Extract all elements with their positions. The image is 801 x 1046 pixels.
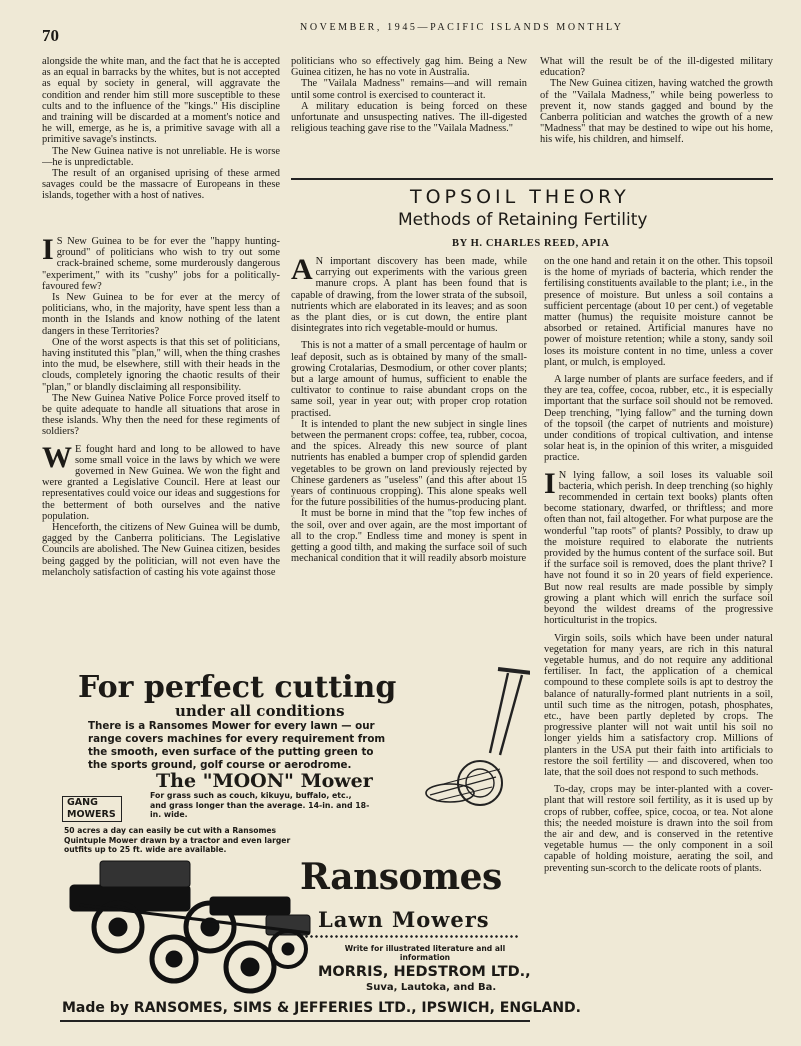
- gang-mower-icon: [70, 861, 310, 991]
- column-1-top: [42, 56, 280, 232]
- gang-mowers-box: [62, 796, 122, 822]
- ad-body-text: There is a Ransomes Mower for every lawn — our range covers machines for every requirement from the smooth, even surface of the putting green to the sports ground, golf course or aerodrome.: [88, 720, 386, 771]
- drop-cap: W: [42, 440, 72, 474]
- ad-dotted-rule: [304, 934, 520, 939]
- paragraph: The New Guinea native is not unreliable. He is worse—he is unpredictable.: [42, 145, 280, 168]
- ad-made-by: Made by RANSOMES, SIMS & JEFFERIES LTD., IPSWICH, ENGLAND.: [62, 1000, 581, 1016]
- paragraph: The New Guinea Native Police Force proved itself to be quite adequate to handle all situations that arose in these islands. Why then the need for these regiments of soldiers?: [42, 392, 280, 438]
- gang-label: GANG: [67, 797, 98, 808]
- mowers-label: MOWERS: [67, 809, 116, 820]
- column-3-lower: [544, 256, 773, 1016]
- title-rule: [291, 178, 773, 180]
- drop-cap: A: [291, 256, 313, 286]
- paragraph: Virgin soils, soils which have been under natural vegetation for many years, are rich in this natural vegetable humus, and do not require any additional fertiliser. In fact, the application of a chemical compound to these complete soils is apt to destroy the balance of naturally-formed plant nutrients in a soil, until such time as the nitrogen, potash, phosphates, etc., have been partly depleted by crops. The progressive planter will not wait until his soil no longer yields him a satisfactory crop. Millions of planters in the USA put their faith into artificials to restore the soil fertility — and discovered, when too late, that the soil does not respond to such methods.: [544, 632, 773, 778]
- ad-bottom-rule: [60, 1020, 530, 1022]
- paragraph: A large number of plants are surface feeders, and if they are tea, coffee, cocoa, rubber, etc., it is especially important that the surface soil should not be removed. Deep trenching, "lying fallow" and the turning down of the topsoil (the carpet of nutrients and moisture) under conditions of tropical cultivation, and intense solar heat is, in the opinion of this writer, a misguided practice.: [544, 374, 773, 464]
- paragraph: One of the worst aspects is that this set of politicians, having instituted this "plan," will, when the thing crashes into the mud, be elsewhere, still with their heads in the clouds, completely ignoring the chaotic results of their "plan," or blandly disclaiming all responsibility.: [42, 336, 280, 393]
- paragraph: alongside the white man, and the fact that he is accepted as an equal in barracks by the whites, but is not accepted as equal by society in general, will aggravate the condition and render him still more susceptible to these cults and to the influence of the "kings." His discipline and training will be discarded at a moment's notice and he will, emerge, as he is, a primitive savage with all a primitive savage's instincts.: [42, 56, 280, 146]
- article-subtitle: Methods of Retaining Fertility: [398, 210, 648, 230]
- drop-cap: I: [42, 236, 54, 266]
- ad-grass-description: For grass such as couch, kikuyu, buffalo, etc., and grass longer than the average. 14-in. and 18-in. wide.: [150, 791, 370, 820]
- paragraph: E fought hard and long to be allowed to have some small voice in the laws by which we were governed in New Guinea. We won the fight and were granted a Legislative Council. Here at least our representatives could voice our ideas and suggestions for the betterment of both ourselves and the native population.: [42, 443, 280, 522]
- paragraph: It is intended to plant the new subject in single lines between the permanent crops: coffee, tea, rubber, cocoa, and the spices. Already this new source of plant nutrients has enabled a bumper crop of splendid garden vegetables to be grown on land previously rejected by Chinese gardeners as "useless" (and this after about 15 years of continuous cropping). This alone speaks well for the future possibilities of the humus-producing plant.: [291, 418, 527, 509]
- ad-acres-note: 50 acres a day can easily be cut with a Ransomes Quintuple Mower drawn by a tractor and even larger outfits up to 25 ft. wide are available.: [64, 826, 291, 854]
- paragraph: The "Vailala Madness" remains—and will remain until some control is exercised to counteract it.: [291, 78, 527, 101]
- column-2-lower: [291, 256, 527, 640]
- ad-headline: For perfect cutting: [78, 670, 397, 705]
- ad-write-for: Write for illustrated literature and all information: [344, 944, 506, 962]
- paragraph: The New Guinea citizen, having watched the growth of the "Vailala Madness," while being powerless to prevent it, now stands gagged and bound by the Canberra politician and watches the growth of a new "Madness" that may be destined to wipe out his home, his wife, his children, and himself.: [540, 78, 773, 146]
- paragraph: S New Guinea to be for ever the "happy hunting-ground" of politicians who wish to try out some crack-brained scheme, some murderously dangerous "experiment," with its "cushy" jobs for a politically-favoured few?: [42, 236, 280, 292]
- moon-mower-icon: [426, 669, 530, 805]
- ad-distributor: MORRIS, HEDSTROM LTD.,: [318, 964, 531, 980]
- paragraph: It must be borne in mind that the "top few inches of the soil, over and over again, are the most important of all to the crop." Endless time and money is spent in getting a good tilth, and making the surface soil of such mechanical condition that it will readily absorb moisture: [291, 508, 527, 565]
- paragraph: A military education is being forced on these unfortunate and unsuspecting natives. The ill-digested religious teaching gave rise to the "Vailala Madness.": [291, 100, 527, 135]
- ad-subheadline: under all conditions: [175, 702, 345, 720]
- paragraph: politicians who so effectively gag him. Being a New Guinea citizen, he has no vote in Australia.: [291, 56, 527, 79]
- ransomes-logo: Ransomes: [300, 856, 502, 898]
- page-number: 70: [42, 26, 59, 45]
- paragraph: N important discovery has been made, while carrying out experiments with the various green manure crops. A plant has been found that is capable of drawing, from the lower strata of the subsoil, nutrients which are elaborated in its leaves; and as soon as the plant dies, or is cut down, the entire plant disintegrates into rich vegetable-mould or humus.: [291, 256, 527, 335]
- paragraph: on the one hand and retain it on the other. This topsoil is the home of myriads of bacteria, which render the fertilising constituents available to the plant; i.e., in the presence of moisture. But unless a soil contains a sufficient percentage (about 10 per cent.) of vegetable matter (humus) the requisite moisture cannot be absorbed or retained. Artificial manures have no power of moisture retention; while a stony, sandy soil loses its moisture content in no time, unless a cover plant, or mulch, is employed.: [544, 256, 773, 368]
- paragraph: Is New Guinea to be for ever at the mercy of politicians, who, in the majority, have spent less than a month in the Islands and know nothing of the latent dangers in these Territories?: [42, 292, 280, 337]
- column-3-top: [540, 56, 773, 176]
- running-head: NOVEMBER, 1945—PACIFIC ISLANDS MONTHLY: [300, 22, 624, 33]
- paragraph: This is not a matter of a small percentage of haulm or leaf deposit, such as is obtained by many of the small-growing Crotalarias, Desmodium, or other cover plants; but a large amount of humus, sufficient to enable the cultivator to continue to raise abundant crops on the same soil, year in year out; with proper crop rotation practised.: [291, 340, 527, 419]
- ad-product-name: Lawn Mowers: [318, 907, 490, 932]
- paragraph: The result of an organised uprising of these armed savages could be the massacre of Europeans in these islands, together with a host of natives.: [42, 168, 280, 202]
- article-title: TOPSOIL THEORY: [410, 186, 630, 208]
- column-2-top: [291, 56, 527, 176]
- paragraph: What will the result be of the ill-digested military education?: [540, 56, 773, 79]
- paragraph: Henceforth, the citizens of New Guinea will be dumb, gagged by the Canberra politicians. The Legislative Councils are abolished. The New Guinea citizen, besides being gagged by the politician, will not even have the melancholy satisfaction of casting his vote against those: [42, 522, 280, 578]
- drop-cap: I: [544, 466, 556, 500]
- article-byline: BY H. CHARLES REED, APIA: [452, 238, 610, 249]
- ad-locations: Suva, Lautoka, and Ba.: [366, 982, 497, 993]
- paragraph: To-day, crops may be inter-planted with a cover-plant that will restore soil fertility, as it is used up by crops of rubber, coffee, spice, cocoa, or tea. Not alone this; the needed moisture is drawn into the soil from the air and dew, and is conserved in the retentive vegetable humus — the only component in a soil capable of holding moisture, aerating the soil, and preventing sun-scorch to the delicate roots of plants.: [544, 784, 773, 874]
- paragraph: N lying fallow, a soil loses its valuable soil bacteria, which perish. In deep trenching (so highly recommended in certain text books) plants often become stationary, dwarfed, or thriftless; and more often than not, fail altogether. For what purpose are the wonderful "tap roots" of plants? Possibly, to draw up the moisture required to elaborate the nutrients provided by the humus content of the surface soil. But if the surface soil is removed, does the plant thrive? I have not found it so in 20 years of field experience. But now real results are made possible by simply growing a plant which will enrich the surface soil beyond the wildest dreams of the progressive horticulturist in the tropics.: [544, 469, 773, 627]
- ad-model-name: The "MOON" Mower: [156, 770, 373, 792]
- column-1-lower: [42, 236, 280, 640]
